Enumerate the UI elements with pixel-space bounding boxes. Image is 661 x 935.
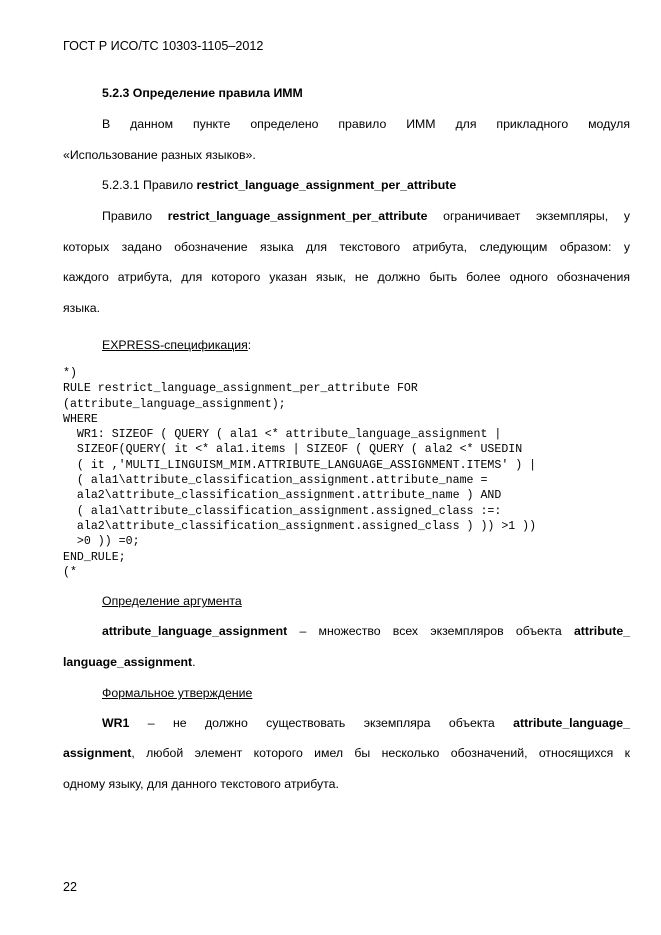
express-label: EXPRESS-спецификация:: [102, 338, 252, 352]
formal-line-2: assignment, любой элемент которого имел бы несколько обозначений, относящихся к: [63, 746, 630, 760]
rule-para-line-2: которых задано обозначение языка для текстового атрибута, следующим образом: у: [63, 240, 630, 254]
section-heading: 5.2.3 Определение правила ИММ: [102, 86, 303, 100]
rule-para-line-1: Правило restrict_language_assignment_per_attribute ограничивает экземпляры, у: [102, 209, 630, 223]
rule-para-line-3: каждого атрибута, для которого указан язык, не должно быть более одного обозначения: [63, 270, 630, 284]
formal-line-3: одному языку, для данного текстового атрибута.: [63, 777, 339, 791]
rule-para-line-4: языка.: [63, 301, 101, 315]
argument-label: Определение аргумента: [102, 594, 242, 608]
page-number: 22: [63, 880, 78, 894]
intro-line-1: В данном пункте определено правило ИММ для прикладного модуля: [102, 117, 630, 131]
express-code-block: *) RULE restrict_language_assignment_per_attribute FOR (attribute_language_assignment); WHERE WR1: SIZEOF ( QUERY ( ala1 <* attribute_language_assignment | SIZEOF(QUERY( it <* ala1.items | SIZEOF ( QUERY ( ala2 <* USEDIN ( it ,'MULTI_LINGUISM_MIM.ATTRIBUTE_LANGUAGE_ASSIGNMENT.ITEMS' ) | ( ala1\attribute_classification_assignment.attribute_name = ala2\attribute_classification_assignment.attribute_name ) AND ( ala1\attribute_classification_assignment.assigned_class :=: ala2\attribute_classification_assignment.assigned_class ) )) >1 )) >0 )) =0; END_RULE; (*: [63, 367, 537, 579]
intro-line-2: «Использование разных языков».: [63, 148, 256, 162]
formal-label: Формальное утверждение: [102, 686, 253, 700]
argument-line-2: language_assignment.: [63, 655, 196, 669]
rule-subheading: 5.2.3.1 Правило restrict_language_assignment_per_attribute: [102, 178, 457, 192]
formal-line-1: WR1 – не должно существовать экземпляра объекта attribute_language_: [102, 716, 630, 730]
argument-line-1: attribute_language_assignment – множество всех экземпляров объекта attribute_: [102, 624, 630, 638]
document-header: ГОСТ Р ИСО/ТС 10303-1105–2012: [63, 39, 264, 53]
